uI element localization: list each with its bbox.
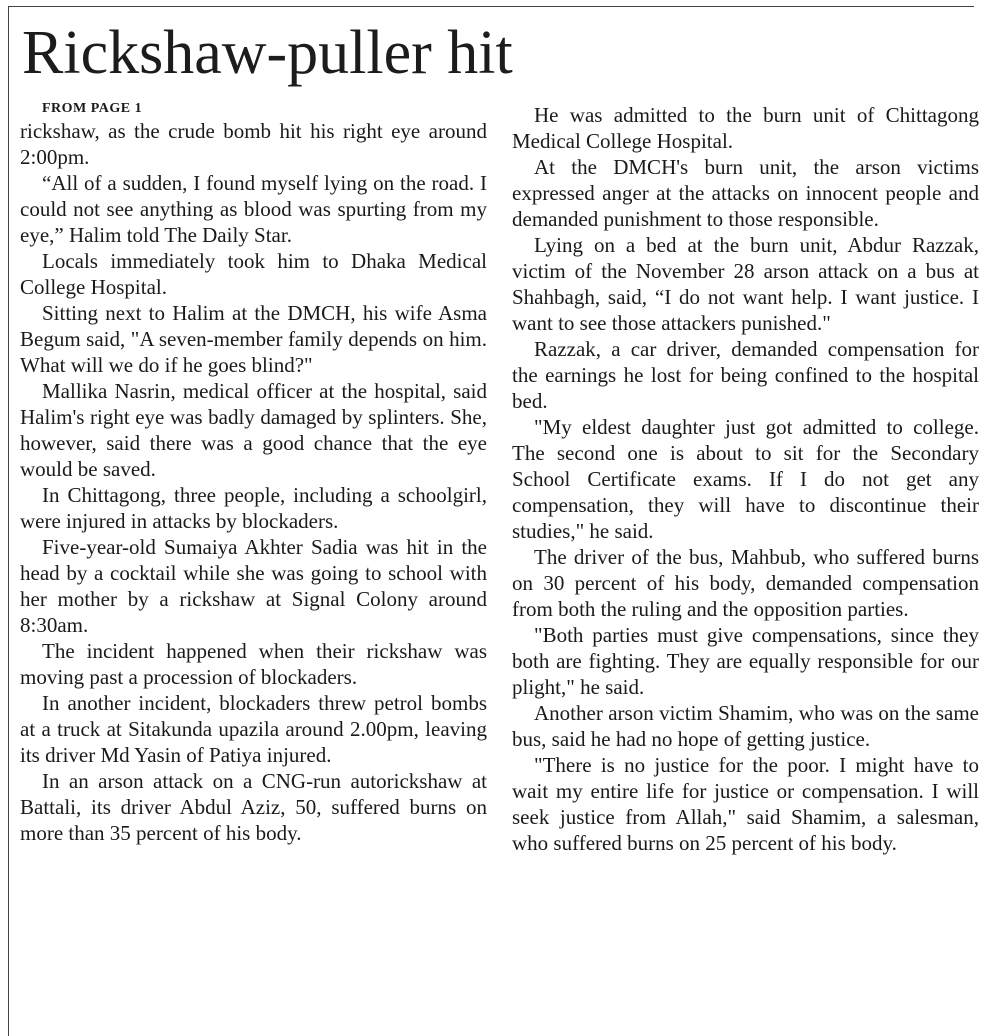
headline: Rickshaw-puller hit [22,19,513,87]
paragraph: “All of a sudden, I found myself lying on the road. I could not see anything as blood was spurting from my eye,” Halim told The Daily Star. [20,171,487,247]
paragraph: Five-year-old Sumaiya Akhter Sadia was hit in the head by a cocktail while she was going to school with her mother by a rickshaw at Signal Colony around 8:30am. [20,535,487,637]
paragraph: "Both parties must give compensations, since they both are fighting. They are equally responsible for our plight," he said. [512,623,979,699]
paragraph: Lying on a bed at the burn unit, Abdur Razzak, victim of the November 28 arson attack on a bus at Shahbagh, said, “I do not want help. I want justice. I want to see those attackers punished." [512,233,979,335]
paragraph: Sitting next to Halim at the DMCH, his wife Asma Begum said, "A seven-member family depends on him. What will we do if he goes blind?" [20,301,487,377]
paragraph: Razzak, a car driver, demanded compensation for the earnings he lost for being confined to the hospital bed. [512,337,979,413]
paragraph: The incident happened when their rickshaw was moving past a procession of blockaders. [20,639,487,689]
frame-top-rule [8,6,974,7]
paragraph: Another arson victim Shamim, who was on the same bus, said he had no hope of getting justice. [512,701,979,751]
frame-left-rule [8,6,9,1036]
paragraph: In Chittagong, three people, including a schoolgirl, were injured in attacks by blockaders. [20,483,487,533]
paragraph: He was admitted to the burn unit of Chittagong Medical College Hospital. [512,103,979,153]
paragraph: Locals immediately took him to Dhaka Medical College Hospital. [20,249,487,299]
paragraph: The driver of the bus, Mahbub, who suffered burns on 30 percent of his body, demanded compensation from both the ruling and the opposition parties. [512,545,979,621]
paragraph: "There is no justice for the poor. I might have to wait my entire life for justice or compensation. I will seek justice from Allah," said Shamim, a salesman, who suffered burns on 25 percent of his body. [512,753,979,855]
paragraph: In another incident, blockaders threw petrol bombs at a truck at Sitakunda upazila around 2.00pm, leaving its driver Md Yasin of Patiya injured. [20,691,487,767]
paragraph: "My eldest daughter just got admitted to college. The second one is about to sit for the Secondary School Certificate exams. If I do not get any compensation, they will have to discontinue their studies," he said. [512,415,979,543]
jump-label: FROM PAGE 1 [42,101,143,116]
paragraph: At the DMCH's burn unit, the arson victims expressed anger at the attacks on innocent people and demanded punishment to those responsible. [512,155,979,231]
paragraph: rickshaw, as the crude bomb hit his right eye around 2:00pm. [20,119,487,169]
article-column-right [512,102,979,856]
paragraph: Mallika Nasrin, medical officer at the hospital, said Halim's right eye was badly damaged by splinters. She, however, said there was a good chance that the eye would be saved. [20,379,487,481]
article-column-left [20,100,487,846]
paragraph: In an arson attack on a CNG-run autorickshaw at Battali, its driver Abdul Aziz, 50, suffered burns on more than 35 percent of his body. [20,769,487,845]
